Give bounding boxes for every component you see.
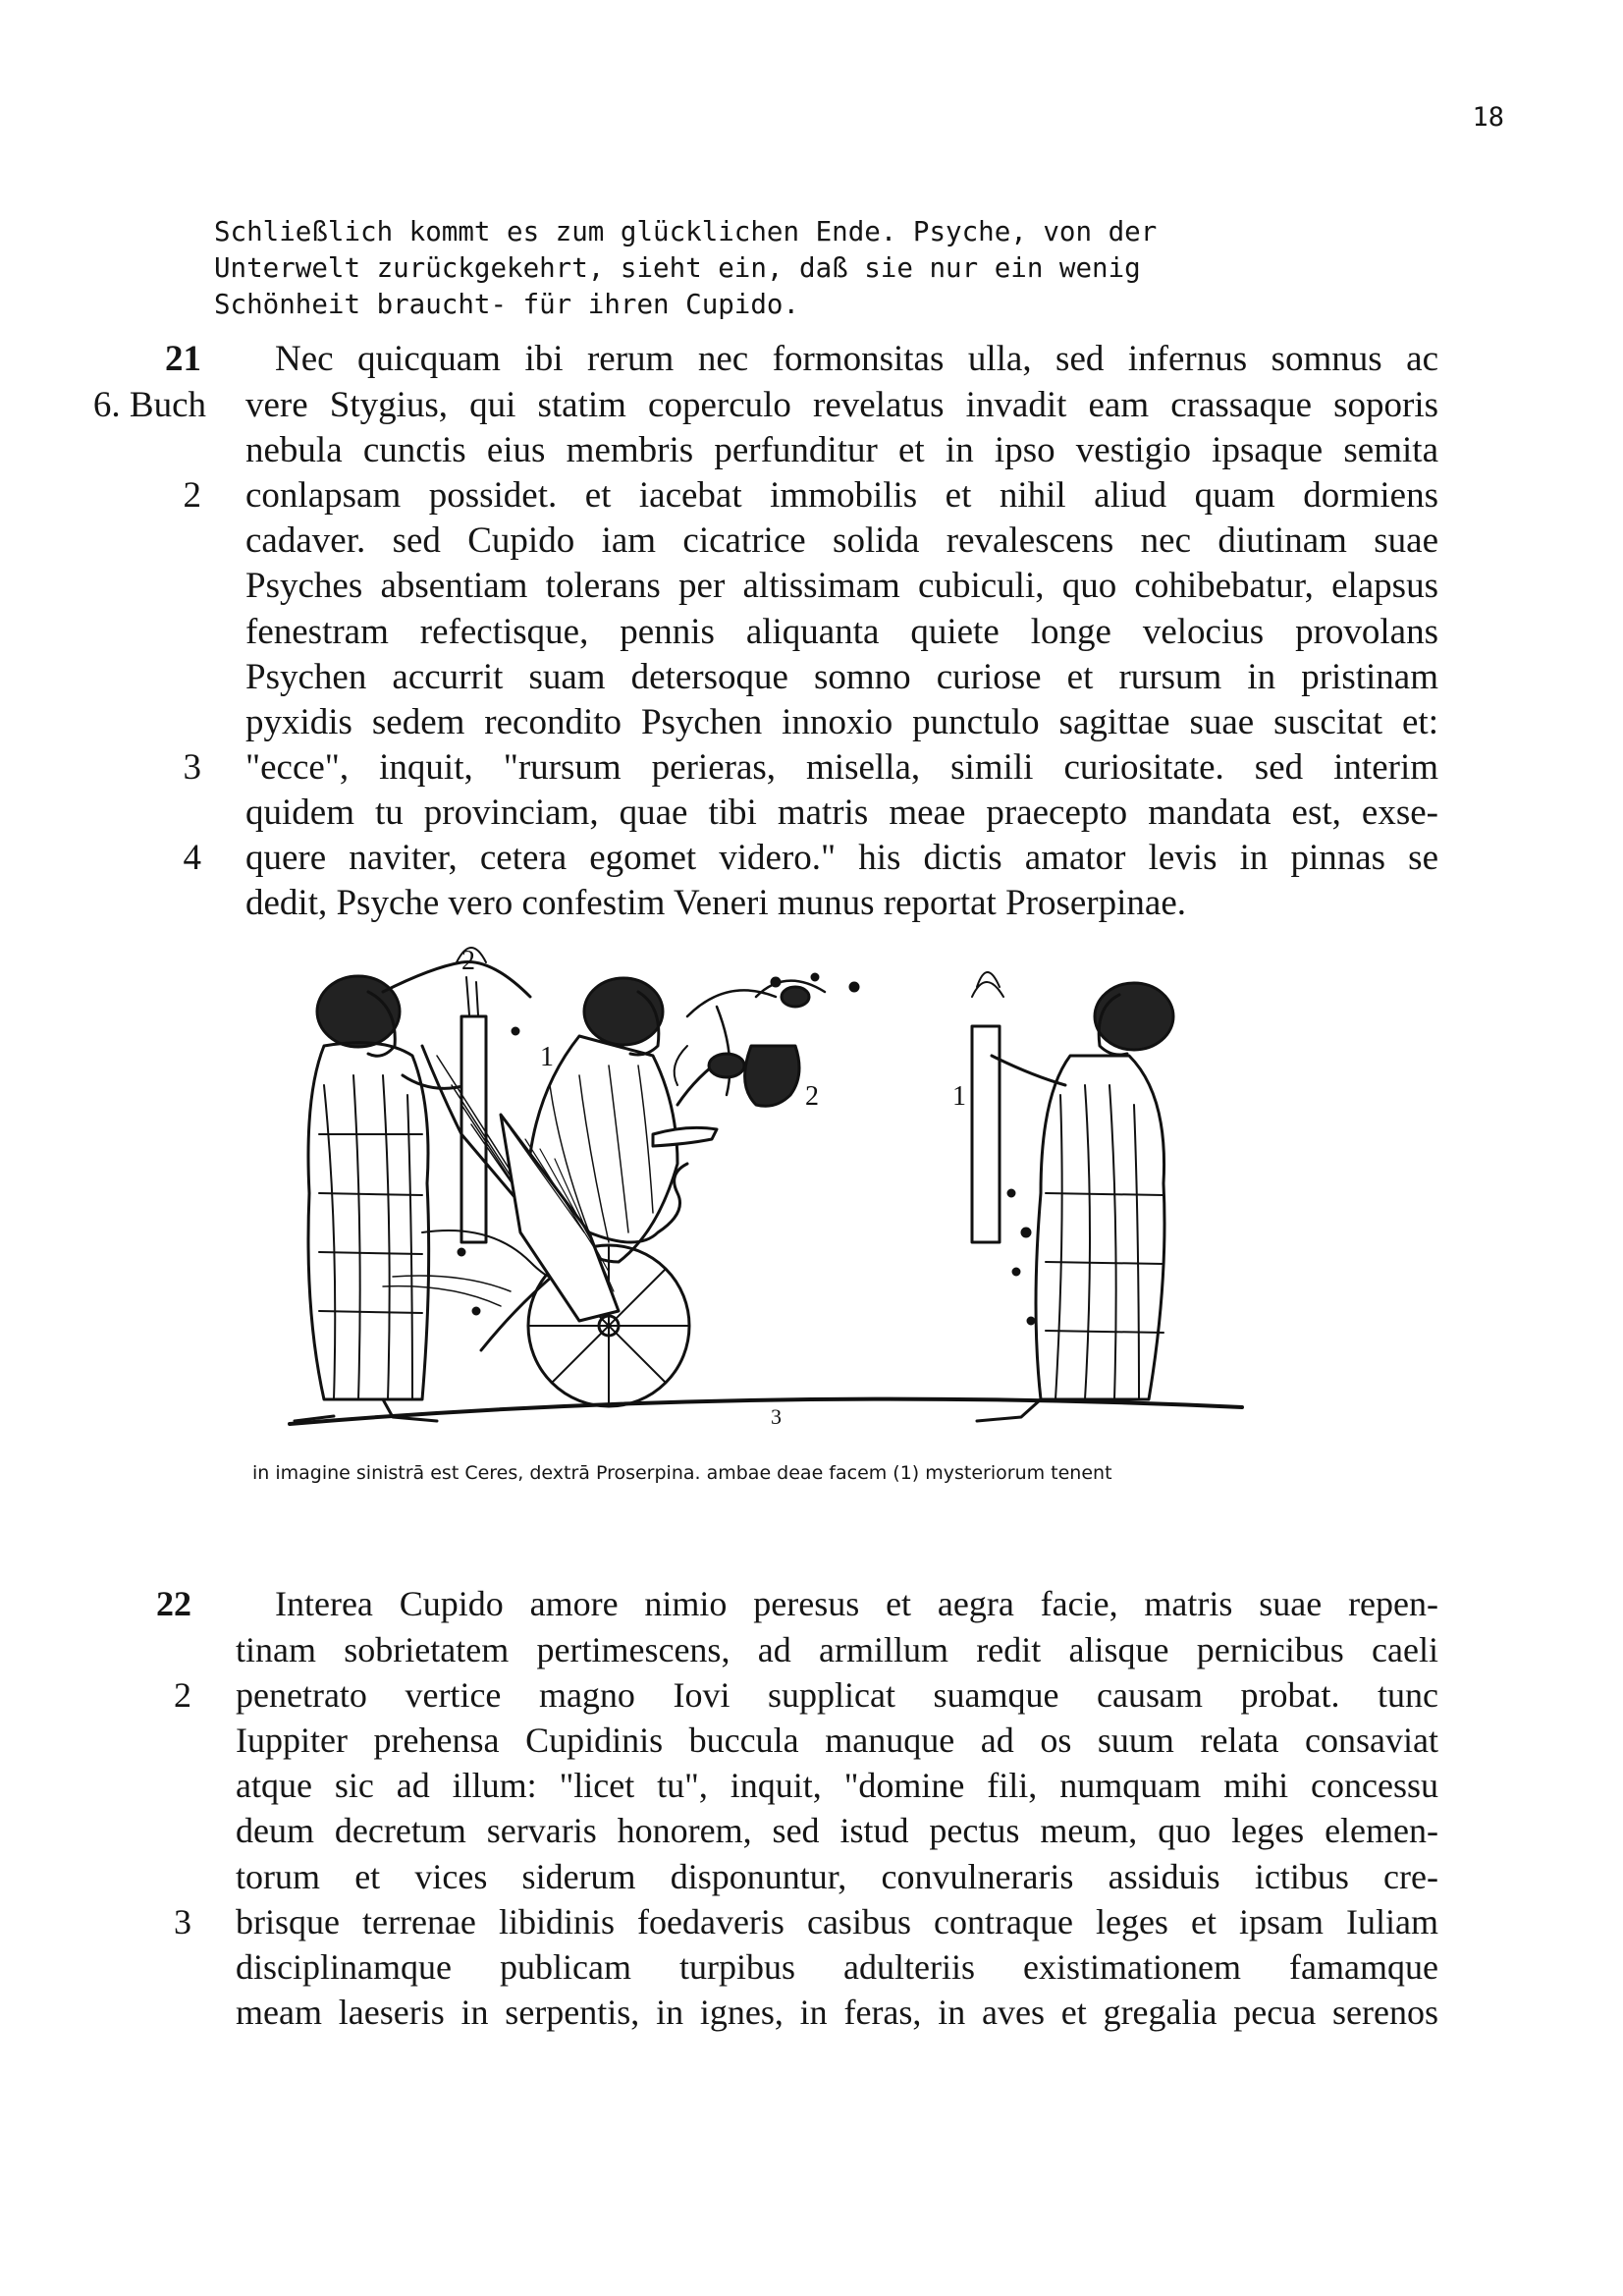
text-line [0, 746, 1623, 792]
chapter-number: 22 [156, 1584, 191, 1623]
text-line [0, 1992, 1623, 2037]
line-margin-number: 3 [174, 1902, 191, 1941]
line-text: disciplinamque publicam turpibus adulteriis existimationem famamque [236, 1947, 1438, 1987]
line-text: dedit, Psyche vero confestim Veneri munus reportat Proserpinae. [245, 883, 1186, 923]
text-line [0, 882, 1623, 927]
line-text: quere naviter, cetera egomet videro." his dictis amator levis in pinnas se [245, 838, 1438, 878]
line-text: brisque terrenae libidinis foedaveris casibus contraque leges et ipsam Iuliam [236, 1902, 1438, 1941]
text-line [0, 384, 1623, 429]
text-line [0, 1629, 1623, 1674]
text-line [0, 837, 1623, 882]
text-line [0, 519, 1623, 565]
line-margin-number: 2 [183, 475, 201, 516]
text-line [0, 1674, 1623, 1720]
line-text: cadaver. sed Cupido iam cicatrice solida revalescens nec diutinam suae [245, 520, 1438, 561]
proserpina-figure [977, 983, 1173, 1421]
line-text: Iuppiter prehensa Cupidinis buccula manuque ad os suum relata consaviat [236, 1721, 1438, 1760]
book-marker: 6. Buch [92, 385, 206, 425]
line-text: pyxidis sedem recondito Psychen innoxio punctulo sagittae suae suscitat et: [245, 702, 1438, 742]
text-line [0, 1856, 1623, 1901]
line-text: quidem tu provinciam, quae tibi matris meae praecepto mandata est, exse- [245, 793, 1438, 833]
line-text: conlapsam possidet. et iacebat immobilis et nihil aliud quam dormiens [245, 475, 1438, 516]
text-line [0, 1946, 1623, 1992]
text-line [0, 565, 1623, 610]
text-line [0, 338, 1623, 383]
line-margin-number: 2 [174, 1675, 191, 1715]
text-line [0, 1583, 1623, 1628]
line-margin-number: 3 [183, 747, 201, 788]
text-line [0, 656, 1623, 701]
ceres-figure [308, 976, 466, 1421]
figure-label: 2 [461, 946, 475, 976]
text-line [0, 611, 1623, 656]
vase-illustration [265, 938, 1257, 1463]
line-text: deum decretum servaris honorem, sed istud pectus meum, quo leges elemen- [236, 1811, 1438, 1850]
line-text: meam laeseris in serpentis, in ignes, in feras, in aves et gregalia pecua serenos [236, 1993, 1438, 2032]
line-text: penetrato vertice magno Iovi supplicat suamque causam probat. tunc [236, 1675, 1438, 1715]
line-text: vere Stygius, qui statim coperculo revelatus invadit eam crassaque soporis [245, 385, 1438, 425]
line-text: torum et vices siderum disponuntur, convulneraris assiduis ictibus cre- [236, 1857, 1438, 1896]
text-line [0, 701, 1623, 746]
line-text: Interea Cupido amore nimio peresus et aegra facie, matris suae repen- [275, 1584, 1438, 1623]
line-text: nebula cunctis eius membris perfunditur et in ipso vestigio ipsaque semita [245, 430, 1438, 470]
page-number: 18 [1472, 102, 1504, 133]
text-line [0, 429, 1623, 474]
line-text: Psyches absentiam tolerans per altissimam cubiculi, quo cohibebatur, elapsus [245, 566, 1438, 606]
text-line [0, 1765, 1623, 1810]
text-line [0, 474, 1623, 519]
line-text: tinam sobrietatem pertimescens, ad armillum redit alisque pernicibus caeli [236, 1630, 1438, 1669]
figure-label: 2 [805, 1081, 819, 1112]
line-text: Nec quicquam ibi rerum nec formonsitas ulla, sed infernus somnus ac [275, 339, 1438, 379]
text-line [0, 1810, 1623, 1855]
chapter-number: 21 [165, 339, 201, 379]
text-line [0, 792, 1623, 837]
figure-label: 3 [771, 1404, 782, 1429]
line-text: Psychen accurrit suam detersoque somno curiose et rursum in pristinam [245, 657, 1438, 697]
line-text: fenestram refectisque, pennis aliquanta quiete longe velocius provolans [245, 612, 1438, 652]
line-text: "ecce", inquit, "rursum perieras, misella, simili curiositate. sed interim [245, 747, 1438, 788]
line-margin-number: 4 [183, 838, 201, 878]
text-line [0, 1901, 1623, 1946]
figure-caption: in imagine sinistrā est Ceres, dextrā Proserpina. ambae deae facem (1) mysteriorum tenent [252, 1462, 1112, 1484]
figure-label: 1 [952, 1081, 966, 1112]
german-summary-note: Schließlich kommt es zum glücklichen Ende. Psyche, von der Unterwelt zurückgekehrt, sieht ein, daß sie nur ein wenig Schönheit braucht- für ihren Cupido. [214, 216, 1158, 320]
line-text: atque sic ad illum: "licet tu", inquit, "domine fili, numquam mihi concessu [236, 1766, 1438, 1805]
figure-label: 1 [540, 1042, 554, 1072]
text-line [0, 1720, 1623, 1765]
